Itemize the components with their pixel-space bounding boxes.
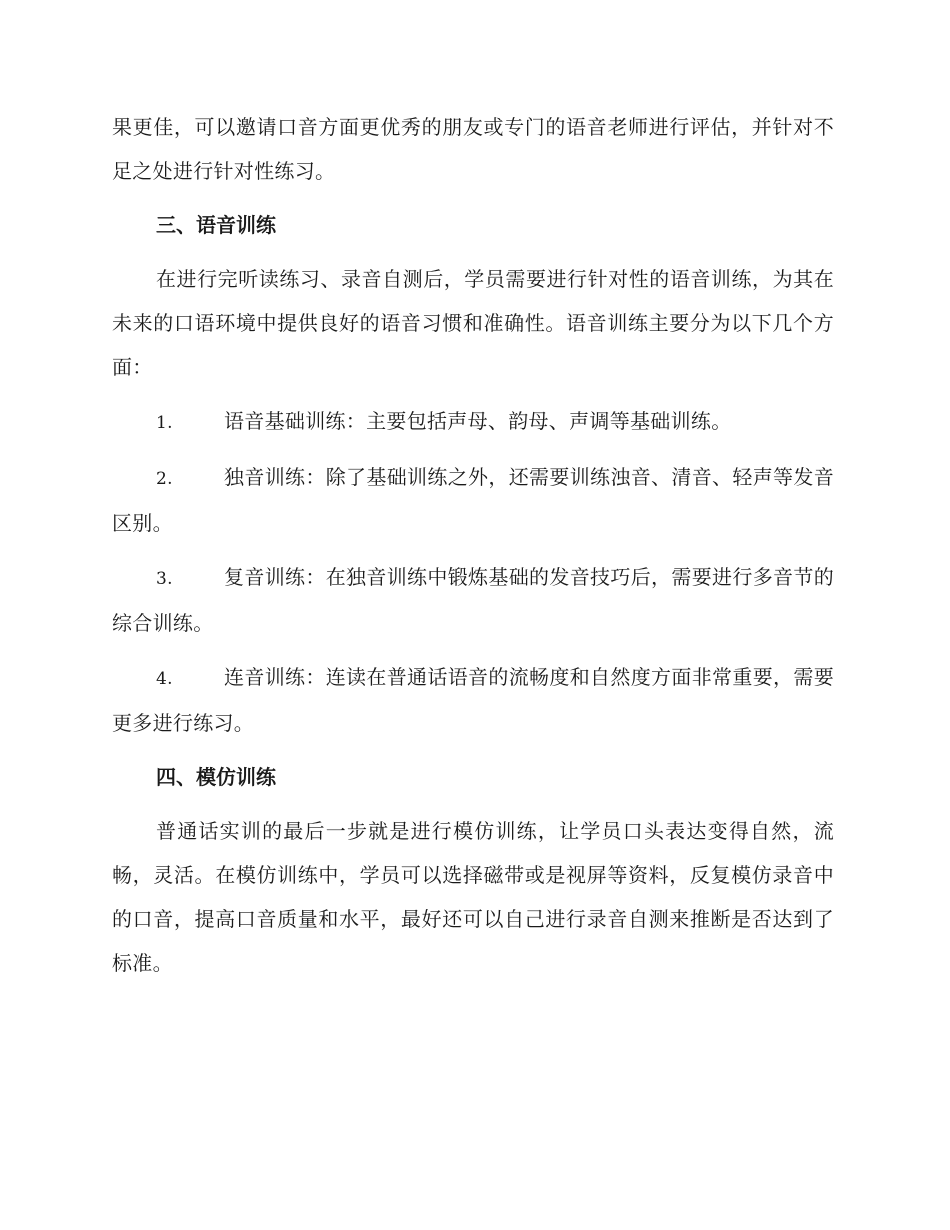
paragraph-speech-training: 在进行完听读练习、录音自测后，学员需要进行针对性的语音训练，为其在未来的口语环境中提供良好的语音习惯和准确性。语音训练主要分为以下几个方面： (112, 267, 834, 379)
list-number: 4. (156, 669, 173, 689)
section-heading-speech-training: 三、语音训练 (156, 213, 276, 237)
document-body (112, 105, 834, 985)
list-item (112, 655, 834, 745)
list-text: 语音基础训练：主要包括声母、韵母、声调等基础训练。 (224, 409, 732, 433)
list-item (112, 399, 834, 445)
section-heading-imitation-training: 四、模仿训练 (156, 765, 276, 789)
paragraph-imitation-training: 普通话实训的最后一步就是进行模仿训练，让学员口头表达变得自然，流畅，灵活。在模仿训练中，学员可以选择磁带或是视屏等资料，反复模仿录音中的口音，提高口音质量和水平，最好还可以自己进行录音自测来推断是否达到了标准。 (112, 819, 834, 975)
list-number: 2. (156, 469, 173, 489)
list-text: 独音训练：除了基础训练之外，还需要训练浊音、清音、轻声等发音区别。 (112, 465, 834, 535)
paragraph-intro: 果更佳，可以邀请口音方面更优秀的朋友或专门的语音老师进行评估，并针对不足之处进行针对性练习。 (112, 115, 834, 183)
list-text: 连音训练：连读在普通话语音的流畅度和自然度方面非常重要，需要更多进行练习。 (112, 665, 834, 735)
list-item (112, 555, 834, 645)
list-number: 3. (156, 569, 173, 589)
list-number: 1. (156, 413, 173, 433)
list-item (112, 455, 834, 545)
list-text: 复音训练：在独音训练中锻炼基础的发音技巧后，需要进行多音节的综合训练。 (112, 565, 834, 635)
